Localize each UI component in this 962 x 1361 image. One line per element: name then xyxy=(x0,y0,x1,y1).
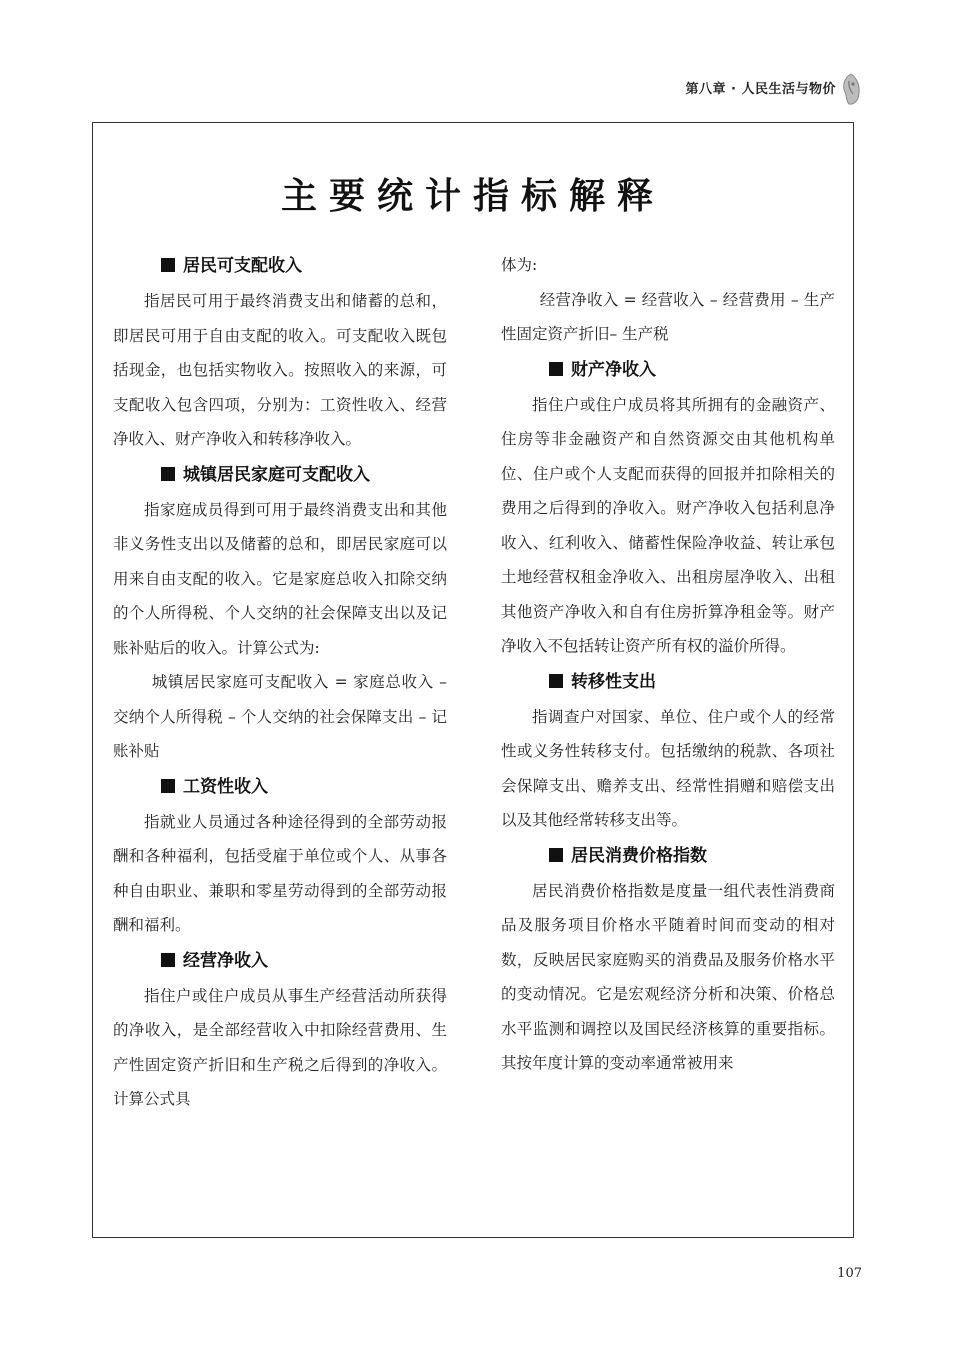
section-paragraph: 指住户或住户成员将其所拥有的金融资产、住房等非金融资产和自然资源交由其他机构单位、住户或个人支配而获得的回报并扣除相关的费用之后得到的净收入。财产净收入包括利息净收入、红利收入、储蓄性保险净收益、转让承包土地经营权租金净收入、出租房屋净收入、出租其他资产净收入和自有住房折算净租金等。财产净收入不包括转让资产所有权的溢价所得。 xyxy=(501,395,835,655)
section-heading xyxy=(113,457,447,493)
page-title: 主要统计指标解释 xyxy=(280,175,665,217)
formula: 城镇居民家庭可支配收入 = 家庭总收入 – 交纳个人所得税 – 个人交纳的社会保障支出 – 记账补贴 xyxy=(113,673,447,760)
section-heading xyxy=(501,664,835,700)
section-heading xyxy=(113,943,447,979)
decorative-ornament-icon xyxy=(840,72,862,106)
section-heading xyxy=(501,838,835,874)
square-bullet-icon xyxy=(161,779,175,793)
section-heading-text: 居民可支配收入 xyxy=(183,256,302,276)
section-heading-text: 城镇居民家庭可支配收入 xyxy=(183,464,370,485)
section-heading-text: 居民消费价格指数 xyxy=(571,845,707,866)
left-column xyxy=(113,248,447,1117)
section-paragraph: 指居民可用于最终消费支出和储蓄的总和，即居民可用于自由支配的收入。可支配收入既包括现金，也包括实物收入。按照收入的来源，可支配收入包含四项，分别为：工资性收入、经营净收入、财产净收入和转移净收入。 xyxy=(113,292,447,448)
section-heading xyxy=(113,769,447,805)
section-heading-text: 转移性支出 xyxy=(571,671,656,692)
section-heading-text: 经营净收入 xyxy=(183,950,268,971)
running-header: 第八章 · 人民生活与物价 xyxy=(685,82,836,97)
formula: 经营净收入 = 经营收入 – 经营费用 – 生产性固定资产折旧– 生产税 xyxy=(501,290,835,343)
section-paragraph: 指住户或住户成员从事生产经营活动所获得的净收入，是全部经营收入中扣除经营费用、生产性固定资产折旧和生产税之后得到的净收入。计算公式具 xyxy=(113,986,447,1108)
section-paragraph-continued: 体为: xyxy=(501,256,538,274)
page-number: 107 xyxy=(837,1266,862,1281)
square-bullet-icon xyxy=(549,848,563,862)
square-bullet-icon xyxy=(549,362,563,376)
square-bullet-icon xyxy=(161,467,175,481)
section-paragraph: 指就业人员通过各种途径得到的全部劳动报酬和各种福利，包括受雇于单位或个人、从事各种自由职业、兼职和零星劳动得到的全部劳动报酬和福利。 xyxy=(113,812,447,934)
section-heading xyxy=(501,352,835,388)
section-paragraph: 居民消费价格指数是度量一组代表性消费商品及服务项目价格水平随着时间而变动的相对数，反映居民家庭购买的消费品及服务价格水平的变动情况。它是宏观经济分析和决策、价格总水平监测和调控以及国民经济核算的重要指标。其按年度计算的变动率通常被用来 xyxy=(501,881,835,1072)
square-bullet-icon xyxy=(549,674,563,688)
square-bullet-icon xyxy=(161,258,175,272)
section-heading-text: 工资性收入 xyxy=(183,776,268,797)
right-column xyxy=(501,248,835,1081)
section-paragraph: 指家庭成员得到可用于最终消费支出和其他非义务性支出以及储蓄的总和，即居民家庭可以用来自由支配的收入。它是家庭总收入扣除交纳的个人所得税、个人交纳的社会保障支出以及记账补贴后的收入。计算公式为: xyxy=(113,500,447,657)
section-paragraph: 指调查户对国家、单位、住户或个人的经常性或义务性转移支付。包括缴纳的税款、各项社会保障支出、赡养支出、经常性捐赠和赔偿支出以及其他经常转移支出等。 xyxy=(501,707,835,829)
square-bullet-icon xyxy=(161,953,175,967)
section-heading xyxy=(113,248,447,284)
section-heading-text: 财产净收入 xyxy=(571,359,656,380)
